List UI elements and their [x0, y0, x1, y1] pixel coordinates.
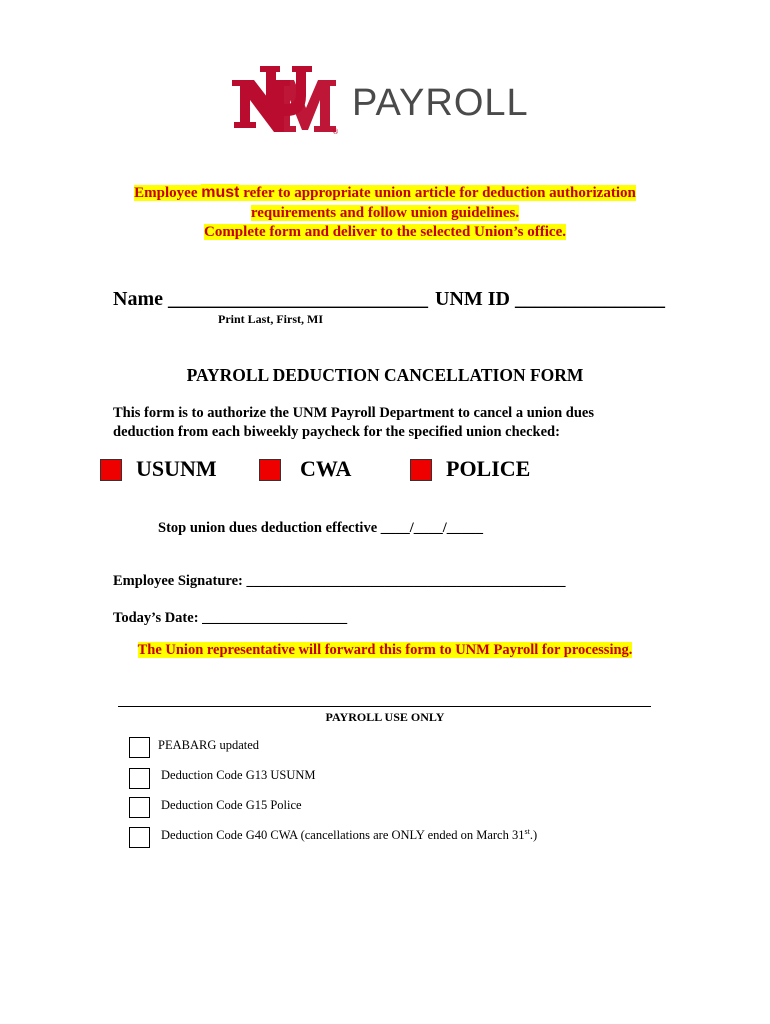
usunm-checkbox[interactable] — [100, 459, 122, 481]
police-label: POLICE — [446, 456, 531, 481]
form-intro: This form is to authorize the UNM Payroll Department to cancel a union dues deduction from each biweekly paycheck for the specified union checked: — [113, 405, 595, 440]
payroll-use-title: PAYROLL USE ONLY — [325, 710, 445, 724]
todays-date-field[interactable]: Today’s Date: ____________________ — [113, 610, 348, 626]
unm-id-field[interactable]: UNM ID _______________ — [435, 288, 665, 310]
g13-label: Deduction Code G13 USUNM — [161, 768, 316, 782]
cwa-checkbox[interactable] — [259, 459, 281, 481]
peabarg-label: PEABARG updated — [158, 738, 260, 752]
name-hint: Print Last, First, MI — [218, 312, 323, 326]
union-notice: Employee must refer to appropriate union article for deduction authorization requirements and follow union guidelines. Complete form and deliver to the selected Union’s office. — [134, 184, 636, 240]
usunm-label: USUNM — [136, 456, 217, 481]
g15-label: Deduction Code G15 Police — [161, 798, 302, 812]
police-checkbox[interactable] — [410, 459, 432, 481]
peabarg-checkbox[interactable] — [129, 737, 150, 758]
svg-text:®: ® — [332, 128, 339, 136]
name-field[interactable]: Name __________________________ — [113, 288, 428, 310]
g13-checkbox[interactable] — [129, 768, 150, 789]
unm-logo-icon — [230, 66, 340, 142]
form-title: PAYROLL DEDUCTION CANCELLATION FORM — [186, 365, 584, 385]
cwa-label: CWA — [300, 456, 352, 481]
effective-date-field[interactable]: Stop union dues deduction effective ____/____/_____ — [158, 520, 484, 536]
payroll-wordmark: PAYROLL — [352, 82, 529, 124]
forward-note: The Union representative will forward this form to UNM Payroll for processing. — [137, 642, 633, 658]
g40-label: Deduction Code G40 CWA (cancellations are ONLY ended on March 31st.) — [161, 827, 538, 843]
employee-signature-field[interactable]: Employee Signature: ____________________________________________ — [113, 573, 566, 589]
g15-checkbox[interactable] — [129, 797, 150, 818]
g40-checkbox[interactable] — [129, 827, 150, 848]
section-divider — [118, 706, 651, 707]
